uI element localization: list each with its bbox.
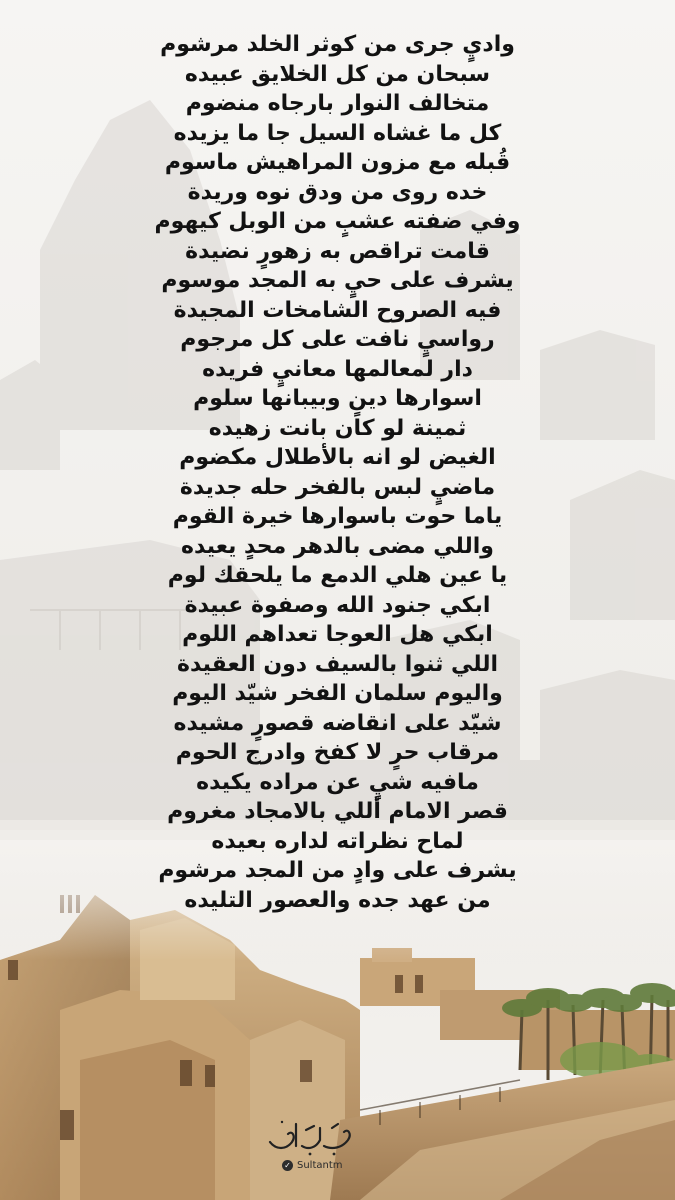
poem-line: قامت تراقص به زهورٍ نضيدة bbox=[185, 238, 490, 264]
poem-line: ابكي جنود الله وصفوة عبيدة bbox=[184, 592, 491, 618]
poem bbox=[110, 30, 565, 915]
poem-line: ياما حوت باسوارها خيرة القوم bbox=[172, 504, 503, 529]
poem-line: واديٍ جرى من كوثر الخلد مرشوم bbox=[160, 32, 515, 57]
poem-line: اسوارها دينٍ وبيبانها سلوم bbox=[193, 386, 482, 411]
poem-line: يشرف على حيٍ به المجد موسوم bbox=[161, 268, 514, 293]
poem-line: رواسيٍ نافت على كل مرجوم bbox=[180, 327, 495, 352]
calligraphy-signature bbox=[262, 1112, 362, 1162]
social-handle bbox=[282, 1160, 343, 1171]
poem-line: مافيه شيٍ عن مراده يكيده bbox=[196, 769, 479, 795]
poem-line: من عهد جده والعصور التليده bbox=[184, 887, 491, 913]
poem-line: يشرف على وادٍ من المجد مرشوم bbox=[158, 858, 517, 883]
poem-line: واللي مضى بالدهر محدٍ يعيده bbox=[181, 533, 494, 559]
poem-line: قصر الامام أللي بالامجاد مغروم bbox=[167, 799, 508, 824]
poem-line: واليوم سلمان الفخر شيّد اليوم bbox=[172, 681, 503, 706]
poem-line: وفي ضفته عشبٍ من الوبل كيهوم bbox=[154, 209, 521, 234]
poem-line: ثمينة لو كان بانت زهيده bbox=[208, 415, 467, 441]
poem-line: دار لمعالمها معانيٍ فريده bbox=[202, 356, 473, 382]
poem-line: متخالف النوار بارجاه منضوم bbox=[185, 91, 490, 116]
handle-text: Sultantm bbox=[297, 1160, 343, 1171]
poem-line: اللي ثنوا بالسيف دون العقيدة bbox=[176, 651, 499, 677]
poem-line: الغيض لو انه بالأطلال مكضوم bbox=[179, 445, 496, 470]
poem-line: ابكي هل العوجا تعداهم اللوم bbox=[182, 622, 493, 647]
poem-line: قُبله مع مزون المراهيش ماسوم bbox=[164, 150, 511, 175]
poem-line: شيّد على انقاضه قصورٍ مشيده bbox=[173, 710, 502, 736]
poem-line: سبحان من كل الخلايق عبيده bbox=[184, 61, 491, 87]
poem-line: فيه الصروح الشامخات المجيدة bbox=[173, 297, 502, 323]
poem-line: خده روى من ودق نوه وريدة bbox=[187, 179, 488, 205]
poem-line: لماح نظراته لداره بعيده bbox=[211, 828, 464, 854]
poem-line: كل ما غشاه السيل جا ما يزيده bbox=[173, 120, 502, 146]
poem-line: ماضيٍ لبس بالفخر حله جديدة bbox=[179, 474, 496, 500]
poem-line: يا عين هلي الدمع ما يلحقك لوم bbox=[167, 563, 508, 588]
check-circle-icon: ✓ bbox=[282, 1160, 293, 1171]
poem-line: مرقاب حرٍ لا كفخ وادرج الحوم bbox=[175, 740, 500, 765]
